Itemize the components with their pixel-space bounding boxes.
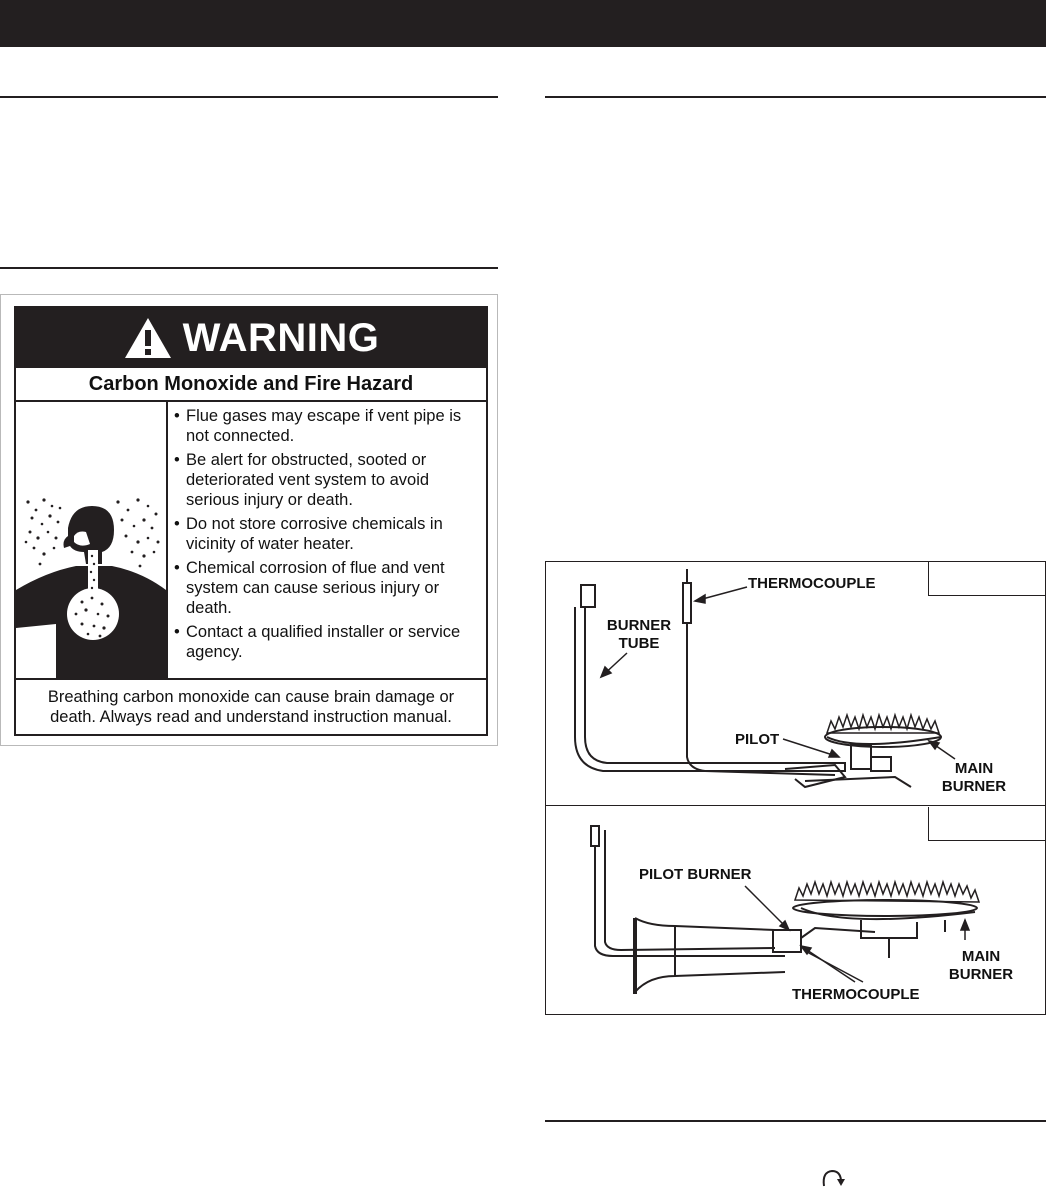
warning-bullet: • Chemical corrosion of flue and vent system can cause serious injury or death.	[174, 558, 480, 618]
page-header-bar	[0, 0, 1046, 47]
breathing-hazard-illustration	[16, 402, 166, 678]
callout-main-burner-top: MAIN BURNER	[941, 760, 1007, 795]
warning-bullet-list	[174, 406, 480, 666]
warning-label-body	[16, 402, 486, 680]
right-section-rule-1	[545, 96, 1046, 98]
warning-label	[14, 306, 488, 736]
right-section-rule-2	[545, 1120, 1046, 1122]
callout-burner-tube: BURNER TUBE	[606, 617, 672, 652]
callout-pilot-burner: PILOT BURNER	[639, 866, 752, 883]
left-section-rule-1	[0, 96, 498, 98]
callout-main-burner-bottom: MAIN BURNER	[948, 948, 1014, 983]
warning-label-header	[16, 308, 486, 368]
warning-bullet: • Be alert for obstructed, sooted or deteriorated vent system to avoid serious injury or death.	[174, 450, 480, 510]
hazard-title: Carbon Monoxide and Fire Hazard	[16, 368, 486, 402]
warning-triangle-icon	[123, 316, 173, 360]
rotate-clockwise-icon	[818, 1168, 846, 1187]
warning-footer	[16, 680, 486, 734]
warning-bullet: • Contact a qualified installer or service agency.	[174, 622, 480, 662]
warning-footer-text: Breathing carbon monoxide can cause brain damage or death. Always read and understand instruction manual.	[47, 688, 455, 726]
left-section-rule-2	[0, 267, 498, 269]
callout-pilot: PILOT	[735, 731, 780, 748]
callout-thermocouple-top: THERMOCOUPLE	[748, 575, 876, 592]
co-inhalation-pictogram	[16, 402, 168, 678]
warning-bullet: • Flue gases may escape if vent pipe is not connected.	[174, 406, 480, 446]
callout-thermocouple-bottom: THERMOCOUPLE	[792, 986, 920, 1003]
warning-bullet: • Do not store corrosive chemicals in vicinity of water heater.	[174, 514, 480, 554]
warning-signal-word: WARNING	[182, 315, 380, 360]
